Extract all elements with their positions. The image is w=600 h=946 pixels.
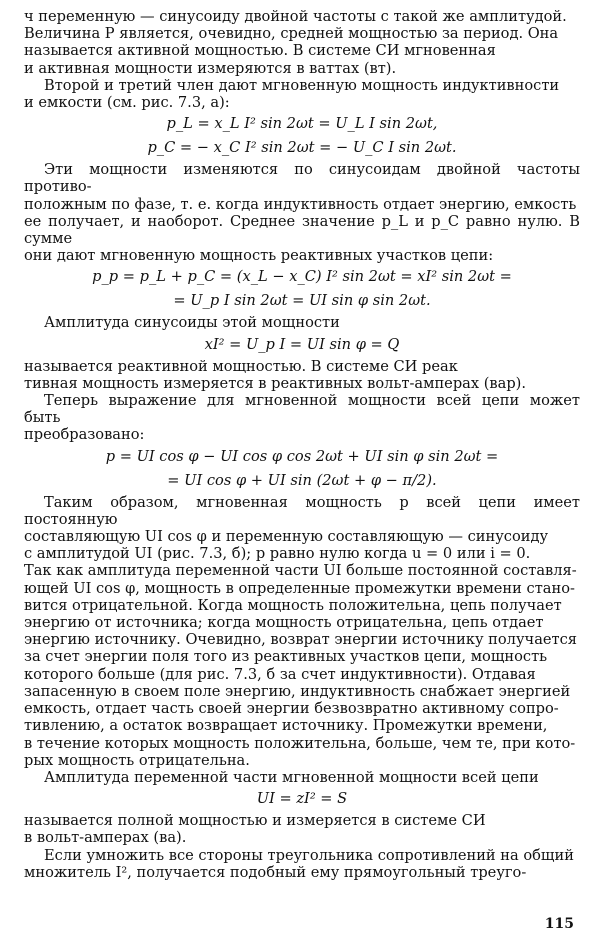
formula-line: = UI cos φ + UI sin (2ωt + φ − π/2). (167, 471, 437, 489)
text-line: и активная мощности измеряются в ваттах (вт). (24, 59, 397, 77)
text-line: и емкости (см. рис. 7.3, а): (24, 94, 230, 112)
formula-line: p_L = x_L I² sin 2ωt = U_L I sin 2ωt, (166, 115, 438, 133)
text-line: запасенную в своем поле энергию, индуктивность снабжает энергией (24, 682, 571, 700)
text-line: называется реактивной мощностью. В системе СИ реак (24, 357, 458, 375)
formula-line: xI² = U_p I = UI sin φ = Q (204, 335, 400, 353)
text-line: положным по фазе, т. е. когда индуктивность отдает энергию, емкость (24, 195, 577, 213)
text-line: ч переменную — синусоиду двойной частоты с такой же амплитудой. (24, 8, 567, 25)
text-line: Таким образом, мгновенная мощность p всей цепи имеет постоянную (24, 493, 580, 528)
text-line: рых мощность отрицательна. (24, 751, 250, 769)
page-number: 115 (544, 916, 574, 932)
text-line: Теперь выражение для мгновенной мощности всей цепи может быть (24, 392, 580, 427)
text-line: Второй и третий член дают мгновенную мощность индуктивности (44, 76, 560, 94)
text-line: тивлению, а остаток возвращает источнику. Промежутки времени, (24, 717, 548, 735)
text-line: за счет энергии поля того из реактивных участков цепи, мощность (24, 648, 548, 666)
text-line: Амплитуда переменной части мгновенной мощности всей цепи (44, 768, 539, 786)
text-line: энергию источнику. Очевидно, возврат энергии источнику получается (24, 631, 577, 649)
text-line: Величина P является, очевидно, средней мощностью за период. Она (24, 25, 559, 43)
text-line: вится отрицательной. Когда мощность положительна, цепь получает (24, 596, 562, 614)
text-line: Так как амплитуда переменной части UI больше постоянной составля- (24, 562, 577, 580)
text-line: преобразовано: (24, 426, 145, 444)
text-line: составляющую UI cos φ и переменную составляющую — синусоиду (24, 528, 549, 546)
text-line: в течение которых мощность положительна, больше, чем те, при кото- (24, 734, 576, 752)
text-line: множитель I², получается подобный ему прямоугольный треуго- (24, 863, 527, 881)
text-line: Амплитуда синусоиды этой мощности (44, 314, 340, 332)
text-line: в вольт-амперах (ва). (24, 829, 187, 847)
formula-line: p = UI cos φ − UI cos φ cos 2ωt + UI sin φ sin 2ωt = (105, 447, 499, 465)
text-line: Если умножить все стороны треугольника сопротивлений на общий (44, 846, 574, 864)
text-line: емкость, отдает часть своей энергии безвозвратно активному сопро- (24, 700, 559, 718)
formula-line: p_C = − x_C I² sin 2ωt = − U_C I sin 2ωt. (147, 139, 457, 157)
text-line: называется полной мощностью и измеряется в системе СИ (24, 812, 486, 830)
text-line: которого больше (для рис. 7.3, б за счет индуктивности). Отдавая (24, 665, 536, 683)
text-line: ее получает, и наоборот. Среднее значение p_L и p_C равно нулю. В сумме (24, 212, 580, 248)
text-page (24, 8, 580, 881)
text-line: они дают мгновенную мощность реактивных участков цепи: (24, 247, 494, 265)
text-line: энергию от источника; когда мощность отрицательна, цепь отдает (24, 614, 544, 632)
text-line: Эти мощности изменяются по синусоидам двойной частоты противо- (24, 161, 580, 196)
formula-line: = U_p I sin 2ωt = UI sin φ sin 2ωt. (173, 292, 431, 310)
text-line: с амплитудой UI (рис. 7.3, б); p равно нулю когда u = 0 или i = 0. (24, 545, 531, 563)
formula-line: UI = zI² = S (256, 790, 348, 808)
text-line: называется активной мощностью. В системе СИ мгновенная (24, 42, 496, 60)
text-line: ющей UI cos φ, мощность в определенные промежутки времени стано- (24, 579, 575, 597)
text-line: тивная мощность измеряется в реактивных вольт-амперах (вар). (24, 374, 527, 392)
formula-line: p_p = p_L + p_C = (x_L − x_C) I² sin 2ωt = xI² sin 2ωt = (92, 268, 512, 286)
